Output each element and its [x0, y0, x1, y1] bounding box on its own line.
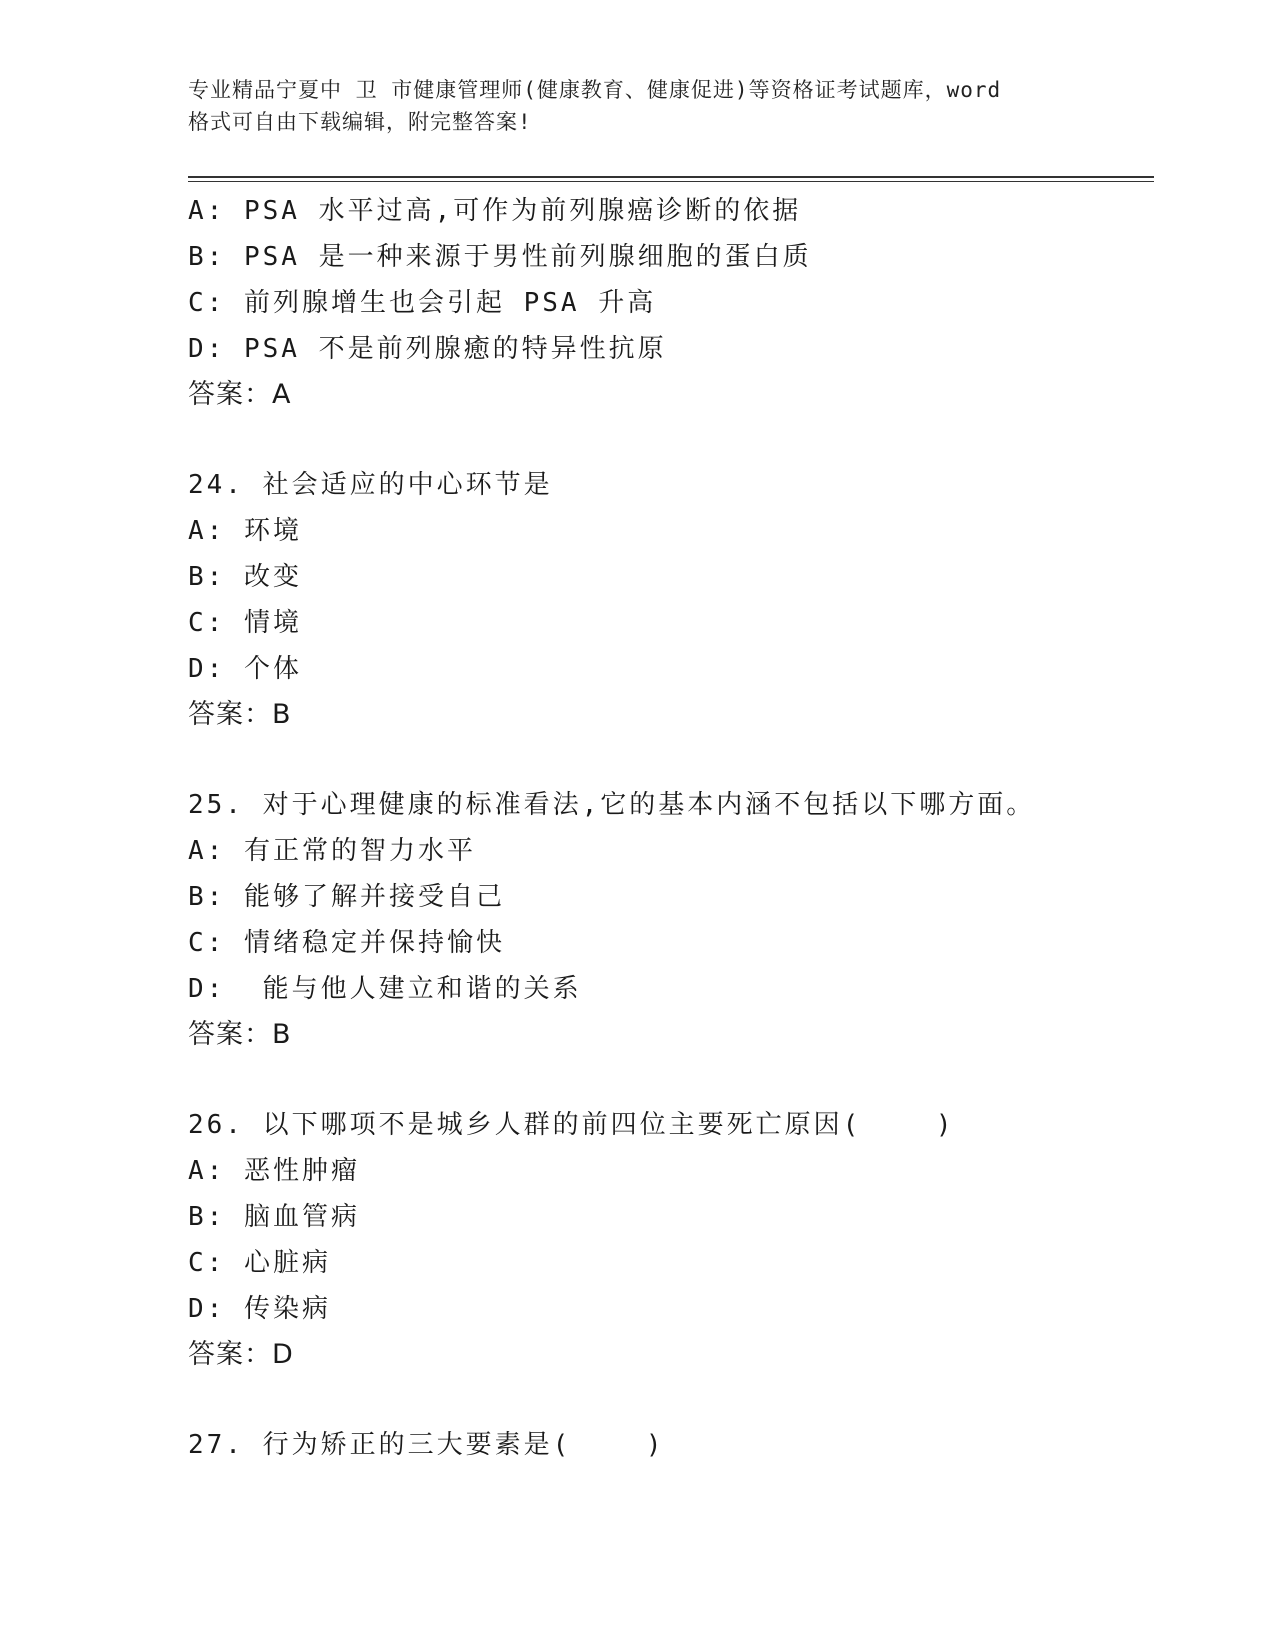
answer-line: 答案：B — [188, 699, 292, 730]
document-header — [188, 74, 1088, 138]
option-b: B: 能够了解并接受自己 — [188, 882, 505, 912]
option-c: C: 情境 — [188, 608, 302, 638]
spacer — [188, 1378, 1148, 1422]
spacer — [188, 1058, 1148, 1102]
header-divider-thick — [188, 176, 1154, 178]
question-block-24 — [188, 462, 1148, 738]
header-line-2: 格式可自由下载编辑，附完整答案! — [188, 110, 532, 134]
question-block-27 — [188, 1422, 1148, 1468]
header-line-1: 专业精品宁夏中 卫 市健康管理师(健康教育、健康促进)等资格证考试题库，word — [188, 78, 1002, 102]
option-a: A: 恶性肿瘤 — [188, 1156, 360, 1186]
option-d: D: 能与他人建立和谐的关系 — [188, 974, 582, 1004]
answer-line: 答案：B — [188, 1019, 292, 1050]
spacer — [188, 418, 1148, 462]
answer-line: 答案：D — [188, 1339, 294, 1370]
question-block-26 — [188, 1102, 1148, 1378]
question-block-23 — [188, 188, 1148, 418]
option-b: B: PSA 是一种来源于男性前列腺细胞的蛋白质 — [188, 242, 812, 272]
question-list — [188, 188, 1148, 1468]
option-b: B: 改变 — [188, 562, 302, 592]
question-text: 27. 行为矫正的三大要素是( ) — [188, 1430, 665, 1460]
question-text: 25. 对于心理健康的标准看法,它的基本内涵不包括以下哪方面。 — [188, 790, 1036, 820]
option-c: C: 心脏病 — [188, 1248, 331, 1278]
option-d: D: 个体 — [188, 654, 302, 684]
option-a: A: PSA 水平过高,可作为前列腺癌诊断的依据 — [188, 196, 802, 226]
question-text: 24. 社会适应的中心环节是 — [188, 470, 553, 500]
spacer — [188, 738, 1148, 782]
header-divider-thin — [188, 181, 1154, 182]
question-block-25 — [188, 782, 1148, 1058]
question-text: 26. 以下哪项不是城乡人群的前四位主要死亡原因( ) — [188, 1110, 955, 1140]
option-d: D: PSA 不是前列腺癒的特异性抗原 — [188, 334, 667, 364]
option-c: C: 情绪稳定并保持愉快 — [188, 928, 505, 958]
option-c: C: 前列腺增生也会引起 PSA 升高 — [188, 288, 657, 318]
option-b: B: 脑血管病 — [188, 1202, 360, 1232]
option-a: A: 环境 — [188, 516, 302, 546]
answer-line: 答案：A — [188, 379, 292, 410]
option-d: D: 传染病 — [188, 1294, 331, 1324]
option-a: A: 有正常的智力水平 — [188, 836, 476, 866]
